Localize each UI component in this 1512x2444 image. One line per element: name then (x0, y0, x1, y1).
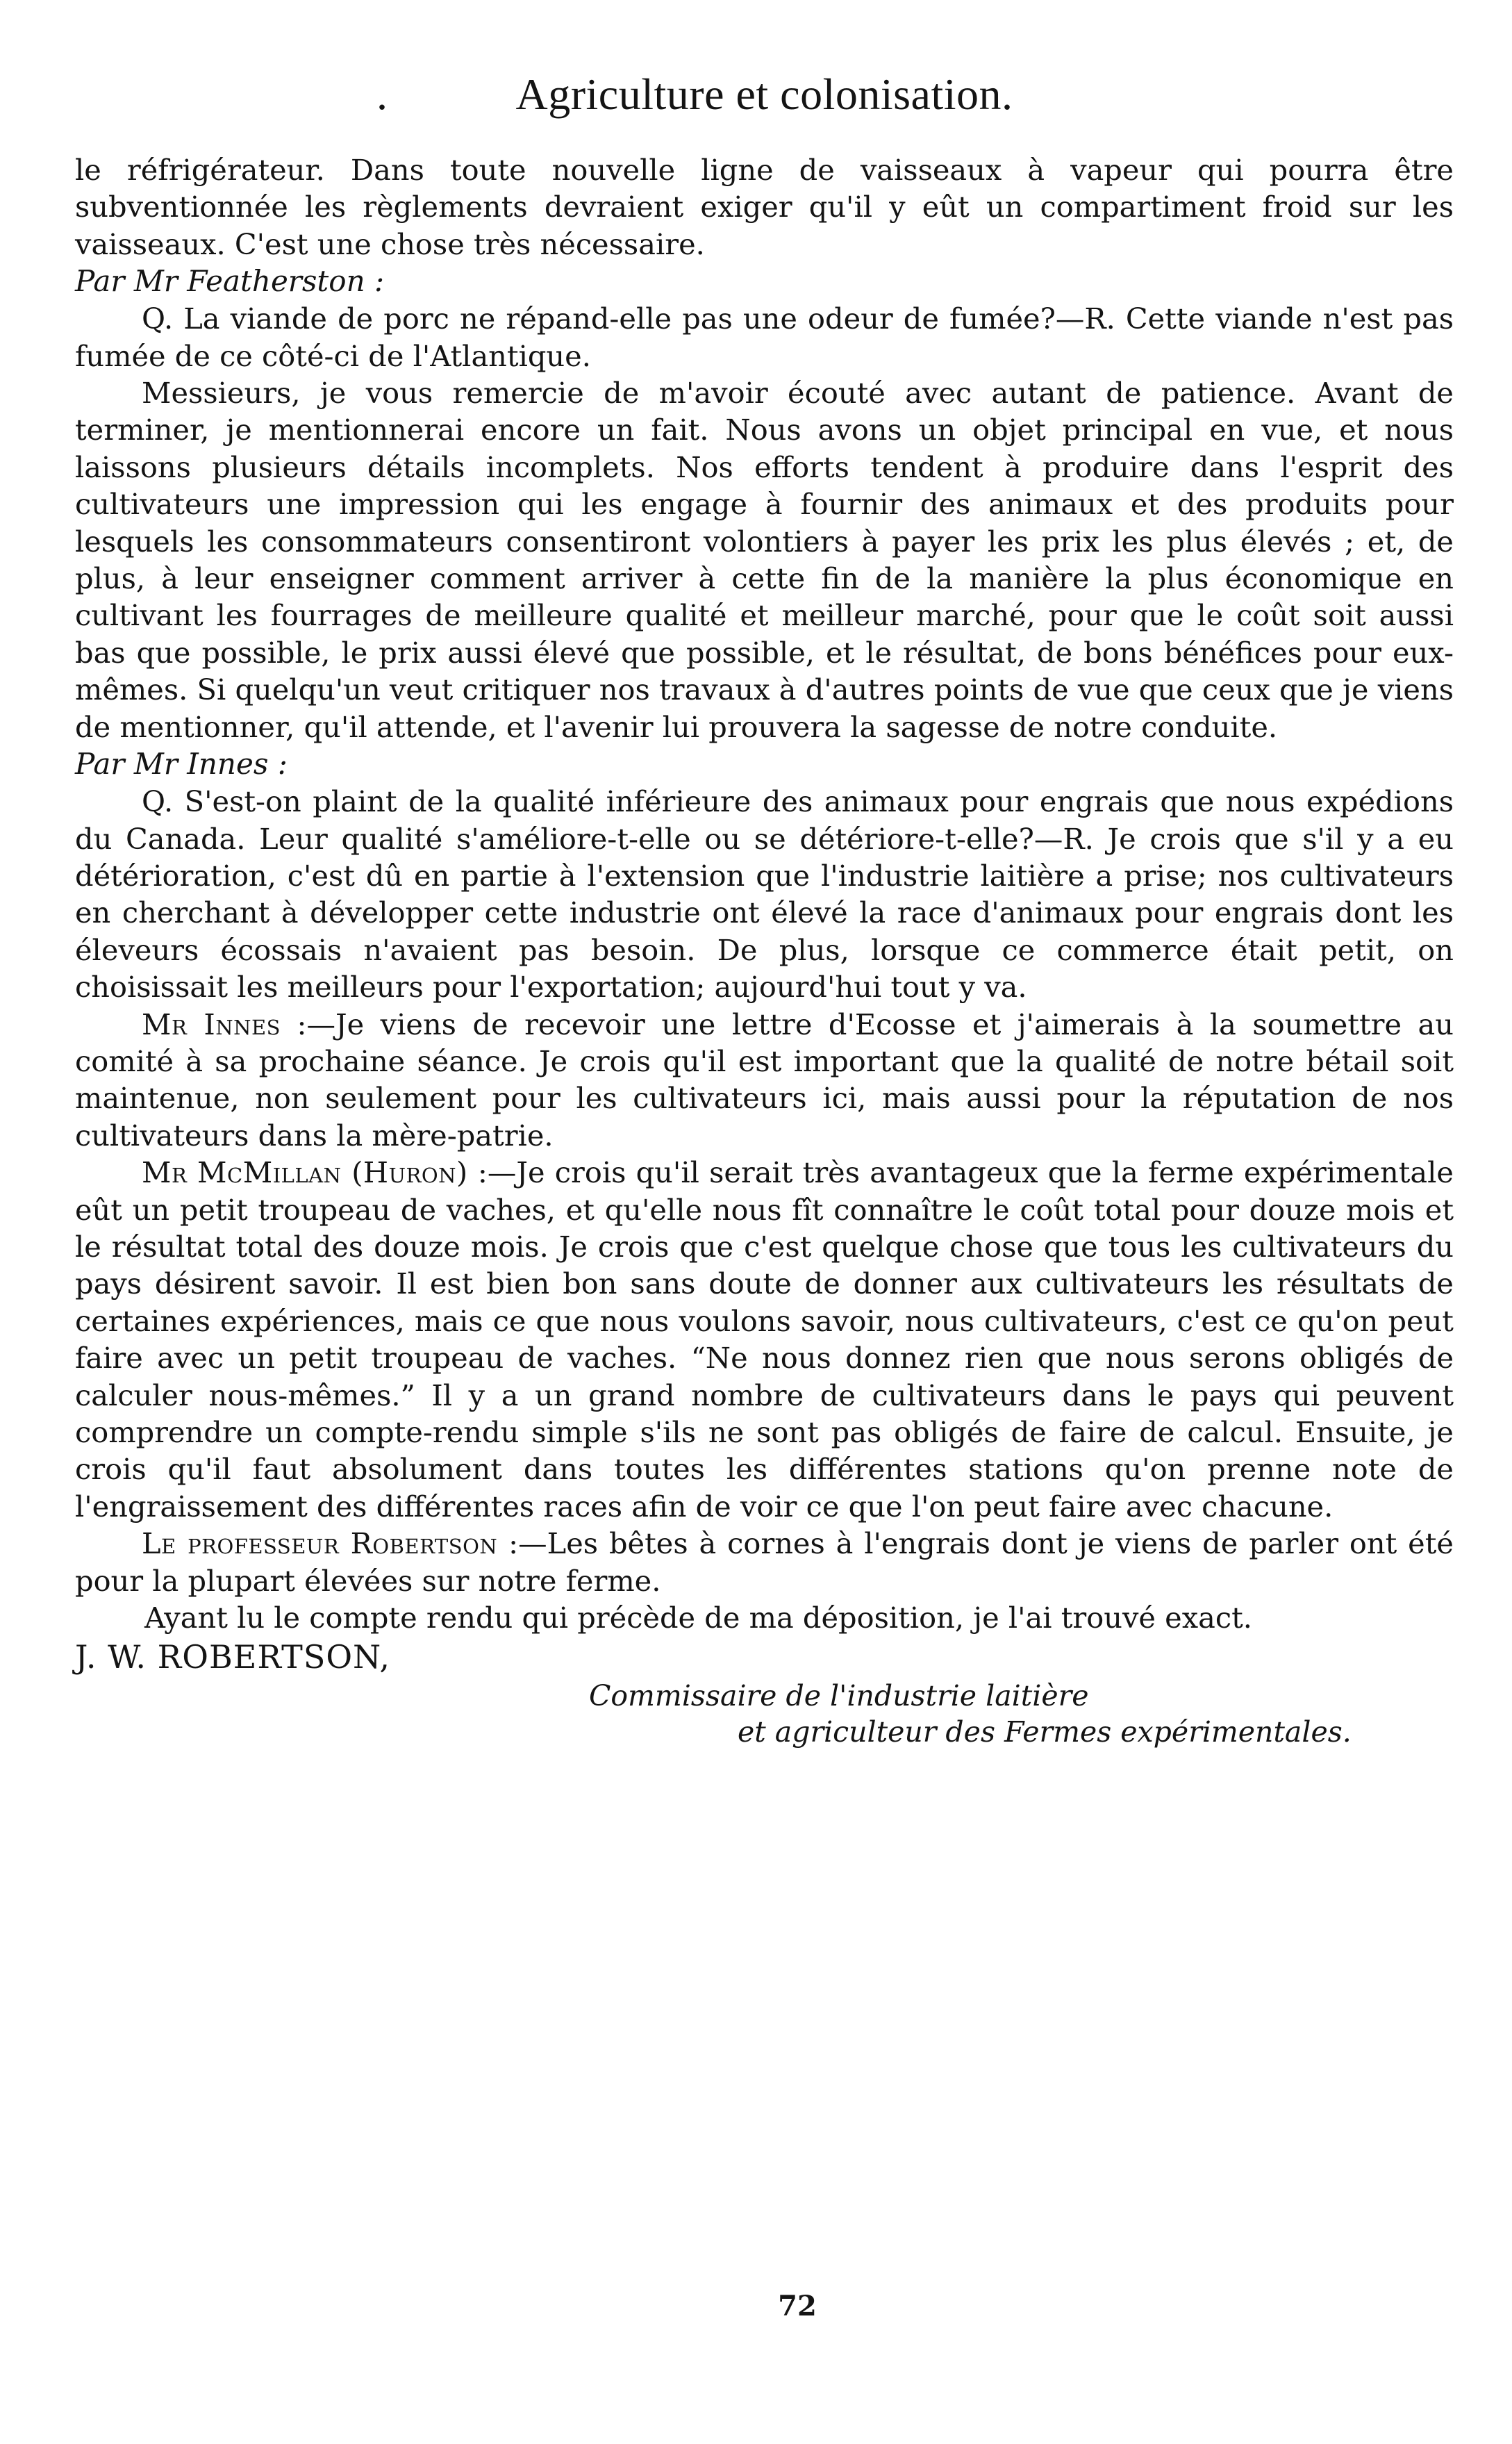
signature-name: J. W. ROBERTSON, (75, 1638, 390, 1676)
paragraph-closing-remarks: Messieurs, je vous remercie de m'avoir écouté avec autant de patience. Avant de terminer, je mentionnerai encore un fait. Nous avons un objet principal en vue, et nous laissons plusieurs détails incomplets. Nos efforts tendent à produire dans l'esprit des cultivateurs une impression qui les engage à fournir des animaux et des produits pour lesquels les consommateurs consentiront volontiers à payer les prix les plus élevés ; et, de plus, à leur enseigner comment arriver à cette fin de la manière la plus économique en cultivant les fourrages de meilleure qualité et meilleur marché, pour que le coût soit aussi bas que possible, le prix aussi élevé que possible, et le résultat, de bons bénéfices pour eux-mêmes. Si quelqu'un veut critiquer nos travaux à d'autres points de vue que ceux que je viens de mentionner, qu'il attende, et l'avenir lui prouvera la sagesse de notre conduite. (75, 376, 1454, 744)
speech-text-mcmillan: :—Je crois qu'il serait très avantageux que la ferme expérimentale eût un petit troupeau de vaches, et qu'elle nous fît connaître le coût total pour douze mois et le résultat total des douze mois. Je crois que c'est quelque chose que tous les cultivateurs du pays désirent savoir. Il est bien bon sans doute de donner aux cultivateurs les résultats de certaines expériences, mais ce que nous voulons savoir, nous cultivateurs, c'est ce qu'on peut faire avec un petit troupeau de vaches. “Ne nous donnez rien que nous serons obligés de calculer nous-mêmes.” Il y a un grand nombre de cultivateurs dans le pays qui peuvent comprendre un compte-rendu simple s'ils ne sont pas obligés de faire de calcul. Ensuite, je crois qu'il faut absolument dans toutes les différentes stations qu'on prenne note de l'engraissement des différentes races afin de voir ce que l'on peut faire avec chacune. (75, 1155, 1454, 1524)
body-text (75, 151, 1454, 1750)
certification-statement: Ayant lu le compte rendu qui précède de ma déposition, je l'ai trouvé exact. (144, 1601, 1252, 1635)
page-title: Agriculture et colonisation. (515, 69, 1013, 119)
speaker-heading-featherston: Par Mr Featherston : (75, 264, 385, 299)
header-mark: . (376, 69, 388, 119)
speaker-name-robertson: Le professeur Robertson (142, 1526, 498, 1561)
paragraph-refrigerator: le réfrigérateur. Dans toute nouvelle ligne de vaisseaux à vapeur qui pourra être subventionnée les règlements devraient exiger qu'il y eût un compartiment froid sur les vaisseaux. C'est une chose très nécessaire. (75, 153, 1454, 261)
speaker-name-mcmillan: Mr McMillan (Huron) (142, 1155, 468, 1190)
paragraph-innes-letter (75, 1006, 1454, 1155)
speech-text-robertson: :—Les bêtes à cornes à l'engrais dont je viens de parler ont été pour la plupart élevées sur notre ferme. (75, 1526, 1454, 1598)
signature-title-line-2: et agriculteur des Fermes expérimentales. (738, 1715, 1352, 1749)
paragraph-question-quality: Q. S'est-on plaint de la qualité inférieure des animaux pour engrais que nous expédions du Canada. Leur qualité s'améliore-t-elle ou se détériore-t-elle?—R. Je crois que s'il y a eu détérioration, c'est dû en partie à l'extension que l'industrie laitière a prise; nos cultivateurs en cherchant à développer cette industrie ont élevé la race d'animaux pour engrais dont les éleveurs écossais n'avaient pas besoin. De plus, lorsque ce commerce était petit, on choisissait les meilleurs pour l'exportation; aujourd'hui tout y va. (75, 784, 1454, 1005)
paragraph-mcmillan (75, 1154, 1454, 1525)
page-number: 72 (778, 2290, 817, 2322)
paragraph-robertson (75, 1525, 1454, 1599)
signature-title-line-1: Commissaire de l'industrie laitière (589, 1679, 1089, 1713)
running-head (75, 67, 1454, 122)
speaker-name-innes: Mr Innes (142, 1007, 281, 1041)
paragraph-question-pork: Q. La viande de porc ne répand-elle pas une odeur de fumée?—R. Cette viande n'est pas fumée de ce côté-ci de l'Atlantique. (75, 302, 1454, 373)
speech-text-innes: :—Je viens de recevoir une lettre d'Ecosse et j'aimerais à la soumettre au comité à sa prochaine séance. Je crois qu'il est important que la qualité de notre bétail soit maintenue, non seulement pour les cultivateurs ici, mais aussi pour la réputation de nos cultivateurs dans la mère-patrie. (75, 1007, 1454, 1153)
speaker-heading-innes: Par Mr Innes : (75, 747, 288, 782)
